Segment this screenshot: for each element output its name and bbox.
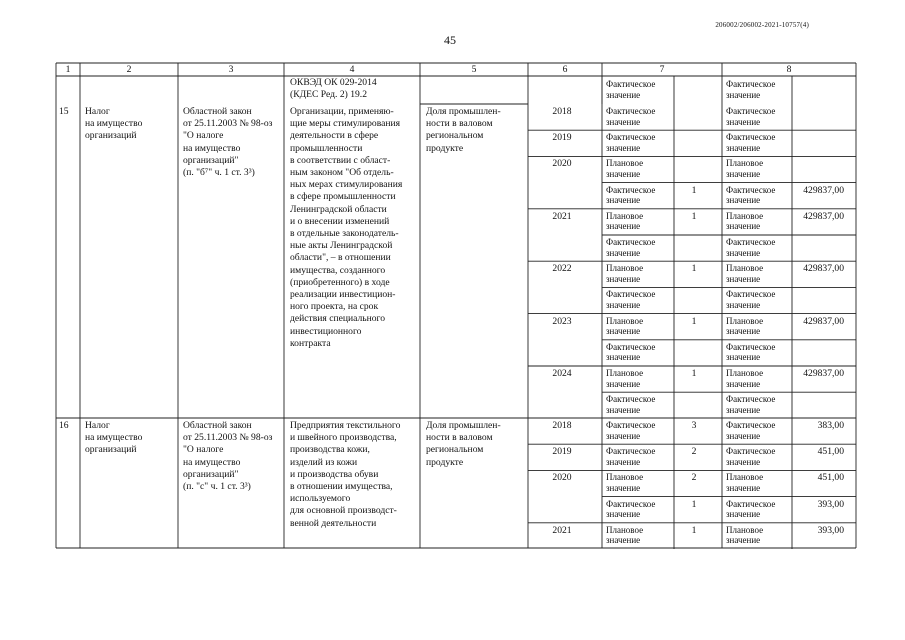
col7-value-label: Плановое значение [606, 524, 644, 546]
col7-value-label: Плановое значение [606, 368, 644, 389]
col8-value-label: Фактическое значение [726, 394, 776, 415]
column-number-3: 3 [228, 64, 234, 75]
year-cell: 2020 [552, 472, 572, 484]
col7-value-label: Фактическое значение [606, 394, 656, 415]
col8-value: 429837,00 [803, 368, 844, 379]
year-cell: 2019 [552, 446, 572, 458]
col8-value-label: Фактическое значение [726, 446, 776, 467]
category-description: Предприятия текстильного и швейного производства, производства кожи, изделий из кожи и производства обуви в отношении имущества, используемого для основной производст- венной деятельности [290, 420, 401, 529]
year-cell: 2020 [552, 158, 572, 170]
col7-value: 3 [691, 420, 697, 431]
col8-value-label: Фактическое значение [726, 420, 776, 441]
tax-name: Налог на имущество организаций [85, 420, 143, 456]
col8-value-label: Фактическое значение [726, 237, 776, 258]
col7-value-label: Фактическое значение [606, 132, 656, 153]
column-number-2: 2 [126, 64, 132, 75]
year-cell: 2021 [552, 210, 572, 222]
year-cell: 2023 [552, 315, 572, 327]
col8-value-label: Плановое значение [726, 158, 764, 179]
col7-value-label: Фактическое значение [606, 420, 656, 441]
col7-fact-label: Фактическое значение [606, 79, 656, 100]
col8-value: 429837,00 [803, 263, 844, 275]
year-cell: 2022 [552, 263, 572, 275]
col8-value: 429837,00 [803, 210, 844, 222]
col7-value-label: Фактическое значение [606, 498, 656, 520]
col7-value-label: Плановое значение [606, 263, 644, 284]
col7-value: 1 [691, 315, 697, 327]
tax-name: Налог на имущество организаций [85, 106, 143, 142]
category-description: Организации, применяю- щие меры стимулирования деятельности в сфере промышленности в соответствии с област- ным законом "Об отдель- ных мерах стимулирования в сфере промышленности Ленинградской области и о внесении изменений в отдельные законодатель- ные акты Ленинградской области", – в отношении имущества, созданного (приобретенного) в ходе реализации инвестицион- ного проекта, на срок действия специального инвестиционного контракта [290, 106, 403, 349]
row-number: 16 [59, 420, 69, 431]
col8-value-label: Фактическое значение [726, 498, 776, 520]
law-reference: Областной закон от 25.11.2003 № 98-оз "О налоге на имущество организаций" (п. "б⁷" ч. 1 ст. 3³) [183, 106, 273, 179]
col7-value-label: Фактическое значение [606, 106, 656, 127]
year-cell: 2019 [552, 132, 572, 144]
column-number-1: 1 [65, 64, 71, 75]
col7-value: 1 [691, 210, 697, 222]
col7-value-label: Плановое значение [606, 210, 644, 232]
col7-value-label: Фактическое значение [606, 289, 656, 310]
year-cell: 2018 [552, 106, 572, 117]
row-number: 15 [59, 106, 69, 117]
col7-value-label: Фактическое значение [606, 341, 656, 363]
col8-fact-label: Фактическое значение [726, 79, 776, 100]
col8-value-label: Фактическое значение [726, 184, 776, 206]
efficiency-indicator: Доля промышлен- ности в валовом региональном продукте [426, 420, 501, 468]
col8-value: 451,00 [817, 472, 844, 484]
col7-value-label: Фактическое значение [606, 446, 656, 467]
col7-value: 1 [691, 263, 697, 275]
col8-value-label: Плановое значение [726, 368, 764, 389]
col8-value-label: Фактическое значение [726, 341, 776, 363]
column-number-5: 5 [471, 64, 477, 75]
document-id: 206002/206002-2021-10757(4) [715, 21, 809, 29]
col8-value: 429837,00 [803, 315, 844, 327]
col8-value-label: Фактическое значение [726, 106, 776, 127]
okved-code: ОКВЭД ОК 029-2014 (КДЕС Ред. 2) 19.2 [290, 77, 377, 101]
col8-value: 429837,00 [803, 184, 844, 196]
col7-value-label: Плановое значение [606, 158, 644, 179]
year-cell: 2018 [552, 420, 572, 431]
col7-value: 1 [691, 184, 697, 196]
col8-value-label: Фактическое значение [726, 132, 776, 153]
efficiency-indicator: Доля промышлен- ности в валовом региональном продукте [426, 106, 501, 154]
year-cell: 2021 [552, 524, 572, 536]
col7-value: 1 [691, 524, 697, 536]
col8-value: 451,00 [817, 446, 844, 458]
col8-value: 393,00 [817, 524, 844, 536]
col8-value-label: Плановое значение [726, 210, 764, 232]
col8-value-label: Плановое значение [726, 315, 764, 337]
col8-value-label: Плановое значение [726, 472, 764, 493]
column-number-8: 8 [786, 64, 792, 75]
column-number-6: 6 [562, 64, 568, 75]
col8-value: 383,00 [817, 420, 844, 431]
col7-value-label: Плановое значение [606, 315, 644, 337]
col8-value-label: Плановое значение [726, 524, 764, 546]
page-number: 45 [444, 33, 456, 47]
col7-value: 2 [691, 472, 697, 484]
col7-value: 1 [691, 368, 697, 379]
year-cell: 2024 [552, 368, 572, 379]
col7-value-label: Фактическое значение [606, 237, 656, 258]
column-number-4: 4 [349, 64, 355, 75]
col7-value: 1 [691, 498, 697, 510]
col8-value-label: Плановое значение [726, 263, 764, 284]
law-reference: Областной закон от 25.11.2003 № 98-оз "О налоге на имущество организаций" (п. "с" ч. 1 ст. 3³) [183, 420, 273, 493]
col7-value-label: Фактическое значение [606, 184, 656, 206]
col7-value-label: Плановое значение [606, 472, 644, 493]
column-number-7: 7 [659, 64, 665, 75]
col8-value-label: Фактическое значение [726, 289, 776, 310]
col8-value: 393,00 [817, 498, 844, 510]
col7-value: 2 [691, 446, 697, 458]
